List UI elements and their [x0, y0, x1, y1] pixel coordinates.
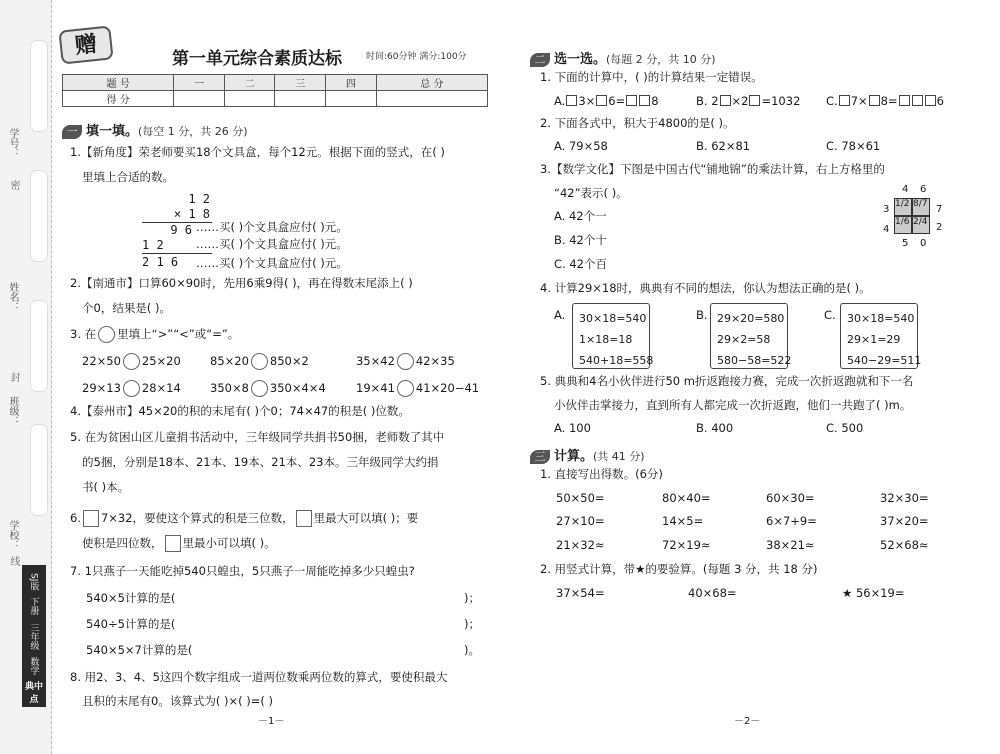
mental-calc-item: 72×19≈ [662, 538, 711, 552]
written-calc-item-verify: ★ 56×19= [842, 586, 905, 600]
grid-label: 3 [883, 204, 890, 215]
digit-box[interactable] [83, 510, 99, 527]
q6-text: 里最大可以填( )；要 [313, 511, 419, 525]
brand-subject: 数学 [28, 657, 39, 676]
mental-calc-item: 27×10= [556, 514, 605, 528]
class-box[interactable] [30, 300, 48, 392]
calc-line: 540−29=511 [847, 354, 922, 367]
calc-line: 580−58=522 [717, 354, 792, 367]
brand-bar [22, 565, 46, 683]
c1-question: 1. 下面的计算中，( )的计算结果一定错误。 [540, 70, 763, 84]
compare-circle-icon [98, 326, 115, 343]
q2-line2: 个0，结果是( )。 [82, 301, 171, 315]
opt-label: A. [554, 94, 566, 108]
expr: 41×20−41 [415, 381, 480, 395]
q7-a3: 540×5×7计算的是( [86, 643, 193, 657]
section-name: 计算。 [554, 449, 594, 464]
blank-square-icon [566, 95, 577, 106]
mental-calc-item: 38×21≈ [766, 538, 815, 552]
student-id-label: 学号： [7, 128, 18, 158]
grid-cell: 8/7 [912, 198, 930, 216]
q6-num: 6. [70, 511, 81, 525]
vert-divider [142, 253, 212, 254]
q7-end2: )； [464, 617, 480, 631]
grid-label: 0 [920, 238, 927, 249]
calc-line: 29×20=580 [717, 312, 785, 325]
score-col-2: 二 [224, 75, 275, 91]
brand-edition: SJ版 [28, 572, 39, 591]
page-number: －1－ [258, 716, 285, 727]
section-3-heading [530, 445, 645, 464]
q6-line2 [82, 535, 276, 552]
mental-calc-item: 21×32≈ [556, 538, 605, 552]
q3-row1 [82, 353, 181, 370]
score-cell[interactable] [224, 91, 275, 107]
brand-term: 下册 [28, 597, 39, 616]
score-row-label: 得 分 [63, 91, 174, 107]
expr: 28×14 [141, 381, 181, 395]
score-cell[interactable] [376, 91, 487, 107]
digit-box-icon [296, 510, 312, 527]
vert-row: 9 6 [170, 223, 192, 237]
answer-circle[interactable] [123, 353, 140, 370]
opt-text: =1032 [761, 94, 801, 108]
section-number: 三 [530, 450, 550, 464]
k2-title: 2. 用竖式计算，带★的要验算。(每题 3 分，共 18 分) [540, 562, 818, 576]
expr: 350×8 [210, 381, 249, 395]
c3-question-line1: 3.【数学文化】下图是中国古代“铺地锦”的乘法计算，右上方格里的 [540, 162, 885, 176]
q5-line3: 书( )本。 [82, 480, 130, 494]
opt-label: C. [826, 94, 838, 108]
q3-row1c [356, 353, 455, 370]
section-number: 二 [530, 53, 550, 67]
q6-text: 里最小可以填( )。 [182, 536, 276, 550]
score-col-4: 四 [326, 75, 377, 91]
written-calc-item: 37×54= [556, 586, 605, 600]
calc-line: 540+18=558 [579, 354, 654, 367]
opt-label: B. 2 [696, 94, 719, 108]
score-col-total: 总 分 [376, 75, 487, 91]
page-2 [530, 0, 980, 754]
score-table-row [63, 91, 488, 107]
answer-circle[interactable] [397, 353, 414, 370]
grid-cell: 2/4 [912, 216, 930, 234]
q3-tail: 里填上“>”“<”或“=”。 [117, 327, 240, 341]
score-cell[interactable] [326, 91, 377, 107]
brand-logo: 典中点 [22, 681, 46, 707]
school-box[interactable] [30, 424, 48, 516]
expr: 29×13 [82, 381, 121, 395]
q4: 4.【泰州市】45×20的积的末尾有( )个0；74×47的积是( )位数。 [70, 404, 410, 418]
section-name: 填一填。 [86, 124, 139, 139]
vert-row: 2 1 6 [142, 255, 179, 269]
expr: 25×20 [141, 354, 181, 368]
grid-label: 5 [902, 238, 909, 249]
gift-stamp: 赠 [58, 25, 113, 64]
q8-line2: 且积的末尾有0。该算式为( )×( )=( ) [82, 694, 273, 708]
expr: 850×2 [269, 354, 309, 368]
score-cell[interactable] [174, 91, 225, 107]
time-info: 时间:60分钟 满分:100分 [366, 52, 467, 62]
vert-row: × 1 8 [173, 207, 210, 221]
brand-grade: 三年级 [28, 622, 39, 650]
q3-instruction [70, 326, 239, 343]
grid-label: 6 [920, 184, 927, 195]
mental-calc-item: 32×30= [880, 491, 929, 505]
c4-option-a-box [572, 303, 654, 369]
calc-line: 30×18=540 [847, 312, 915, 325]
q7-end3: )。 [464, 643, 480, 657]
blank-square-icon [720, 95, 731, 106]
cut-mark-seal-2: 封 [8, 372, 19, 382]
blank-square-icon [899, 95, 910, 106]
digit-box-icon [165, 535, 181, 552]
cut-mark-line: 线 [8, 556, 19, 566]
c1-option-a [554, 94, 659, 109]
brand-badge [2, 565, 46, 705]
q3-lead: 3. 在 [70, 327, 97, 341]
expr: 19×41 [356, 381, 395, 395]
vert-row: 1 2 [142, 238, 164, 252]
blank-square-icon [839, 95, 850, 106]
calc-line: 29×2=58 [717, 333, 771, 346]
q8-line1: 8. 用2、3、4、5这四个数字组成一道两位数乘两位数的算式，要使积最大 [70, 670, 448, 684]
q6-text: 使积是四位数， [82, 536, 163, 550]
c3-option-b: B. 42个十 [554, 233, 607, 247]
c4-option-b-box [710, 303, 792, 369]
answer-circle[interactable] [251, 353, 268, 370]
opt-text: 7× [850, 94, 868, 108]
answer-circle[interactable] [123, 380, 140, 397]
q1-desc1: ……买( )个文具盒应付( )元。 [196, 220, 348, 234]
mental-calc-item: 60×30= [766, 491, 815, 505]
opt-text: 6= [608, 94, 626, 108]
score-table [62, 74, 488, 107]
c2-question: 2. 下面各式中，积大于4800的是( )。 [540, 116, 735, 130]
name-box[interactable] [30, 170, 48, 262]
q3-row2 [82, 380, 181, 397]
section-2-heading [530, 48, 716, 67]
mental-calc-item: 50×50= [556, 491, 605, 505]
score-col-label: 题 号 [63, 75, 174, 91]
calc-line: 29×1=29 [847, 333, 901, 346]
c4-option-a-label: A. [554, 308, 566, 322]
opt-text: 6 [936, 94, 944, 108]
q1-desc2: ……买( )个文具盒应付( )元。 [196, 237, 348, 251]
section-number: 一 [62, 125, 82, 139]
blank-square-icon [925, 95, 936, 106]
c5-line2: 小伙伴击掌接力，直到所有人都完成一次折返跑，他们一共跑了( )m。 [554, 398, 912, 412]
score-table-header [63, 75, 488, 91]
vert-row: 1 2 [188, 192, 210, 206]
calc-line: 1×18=18 [579, 333, 633, 346]
c4-option-b-label: B. [696, 308, 708, 322]
q3-row2c [356, 380, 479, 397]
binding-margin [0, 0, 52, 754]
section-note: (每空 1 分，共 26 分) [138, 125, 248, 138]
page-title: 第一单元综合素质达标 [172, 49, 342, 69]
q5-line2: 的5捆，分别是18本、21本、19本、21本、23本。三年级同学大约捐 [82, 455, 439, 469]
c3-question-line2: “42”表示( )。 [554, 186, 628, 200]
student-id-box[interactable] [30, 40, 48, 132]
grid-label: 2 [936, 222, 943, 233]
c2-option-b: B. 62×81 [696, 139, 751, 153]
c4-question: 4. 计算29×18时，典典有不同的想法，你认为想法正确的是( )。 [540, 281, 871, 295]
answer-circle[interactable] [397, 380, 414, 397]
q5-line1: 5. 在为贫困山区儿童捐书活动中，三年级同学共捐书50捆，老师数了其中 [70, 430, 445, 444]
grid-cell: 1/2 [894, 198, 912, 216]
c1-option-c [826, 94, 944, 109]
mental-calc-item: 14×5= [662, 514, 704, 528]
opt-text: ×2 [731, 94, 749, 108]
q7-a1: 540×5计算的是( [86, 591, 176, 605]
section-1-heading [62, 120, 248, 139]
q1-line1: 1.【新角度】荣老师要买18个文具盒，每个12元。根据下面的竖式，在( ) [70, 145, 445, 159]
section-name: 选一选。 [554, 52, 607, 67]
score-col-3: 三 [275, 75, 326, 91]
q2-line1: 2.【南通市】口算60×90时，先用6乘9得( )，再在得数末尾添上( ) [70, 276, 413, 290]
grid-label: 4 [902, 184, 909, 195]
blank-square-icon [639, 95, 650, 106]
q1-line2: 里填上合适的数。 [82, 170, 174, 184]
grid-cell: 1/6 [894, 216, 912, 234]
c1-option-b [696, 94, 800, 109]
c3-option-a: A. 42个一 [554, 209, 607, 223]
class-label: 班级： [7, 396, 18, 426]
blank-square-icon [869, 95, 880, 106]
expr: 35×42 [356, 354, 395, 368]
c2-option-c: C. 78×61 [826, 139, 881, 153]
score-cell[interactable] [275, 91, 326, 107]
q6-text: 7×32，要使这个算式的积是三位数， [100, 511, 294, 525]
expr: 350×4×4 [269, 381, 326, 395]
mental-calc-item: 80×40= [662, 491, 711, 505]
blank-square-icon [912, 95, 923, 106]
k1-title: 1. 直接写出得数。(6分) [540, 467, 663, 481]
c2-option-a: A. 79×58 [554, 139, 608, 153]
c5-option-c: C. 500 [826, 421, 864, 435]
score-col-1: 一 [174, 75, 225, 91]
q1-desc3: ……买( )个文具盒应付( )元。 [196, 256, 348, 270]
blank-square-icon [626, 95, 637, 106]
written-calc-item: 40×68= [688, 586, 737, 600]
page-number: －2－ [734, 716, 761, 727]
opt-text: 3× [578, 94, 596, 108]
mental-calc-item: 52×68≈ [880, 538, 929, 552]
q3-row1b [210, 353, 309, 370]
q3-row2b [210, 380, 326, 397]
cut-mark-seal: 密 [8, 180, 19, 190]
q7-line1: 7. 1只燕子一天能吃掉540只蝗虫，5只燕子一周能吃掉多少只蝗虫? [70, 564, 415, 578]
mental-calc-item: 37×20= [880, 514, 929, 528]
grid-label: 7 [936, 204, 943, 215]
c4-option-c-label: C. [824, 308, 836, 322]
blank-square-icon [596, 95, 607, 106]
section-note: (每题 2 分，共 10 分) [606, 53, 716, 66]
opt-text: 8 [651, 94, 659, 108]
q6-line1 [70, 510, 418, 527]
grid-label: 4 [883, 224, 890, 235]
school-label: 学校： [7, 520, 18, 550]
expr: 42×35 [415, 354, 455, 368]
blank-square-icon [749, 95, 760, 106]
answer-circle[interactable] [251, 380, 268, 397]
c4-option-c-box [840, 303, 922, 369]
c5-line1: 5. 典典和4名小伙伴进行50 m折返跑接力赛，完成一次折返跑就和下一名 [540, 374, 914, 388]
q7-end1: )； [464, 591, 480, 605]
name-label: 姓名： [7, 282, 18, 312]
calc-line: 30×18=540 [579, 312, 647, 325]
c5-option-a: A. 100 [554, 421, 591, 435]
mental-calc-item: 6×7+9= [766, 514, 817, 528]
expr: 22×50 [82, 354, 121, 368]
q7-a2: 540÷5计算的是( [86, 617, 176, 631]
section-note: (共 41 分) [593, 450, 645, 463]
c3-option-c: C. 42个百 [554, 257, 607, 271]
opt-text: 8= [880, 94, 898, 108]
expr: 85×20 [210, 354, 249, 368]
c5-option-b: B. 400 [696, 421, 734, 435]
lattice-multiplication-figure [880, 184, 960, 254]
page-1 [60, 0, 492, 754]
